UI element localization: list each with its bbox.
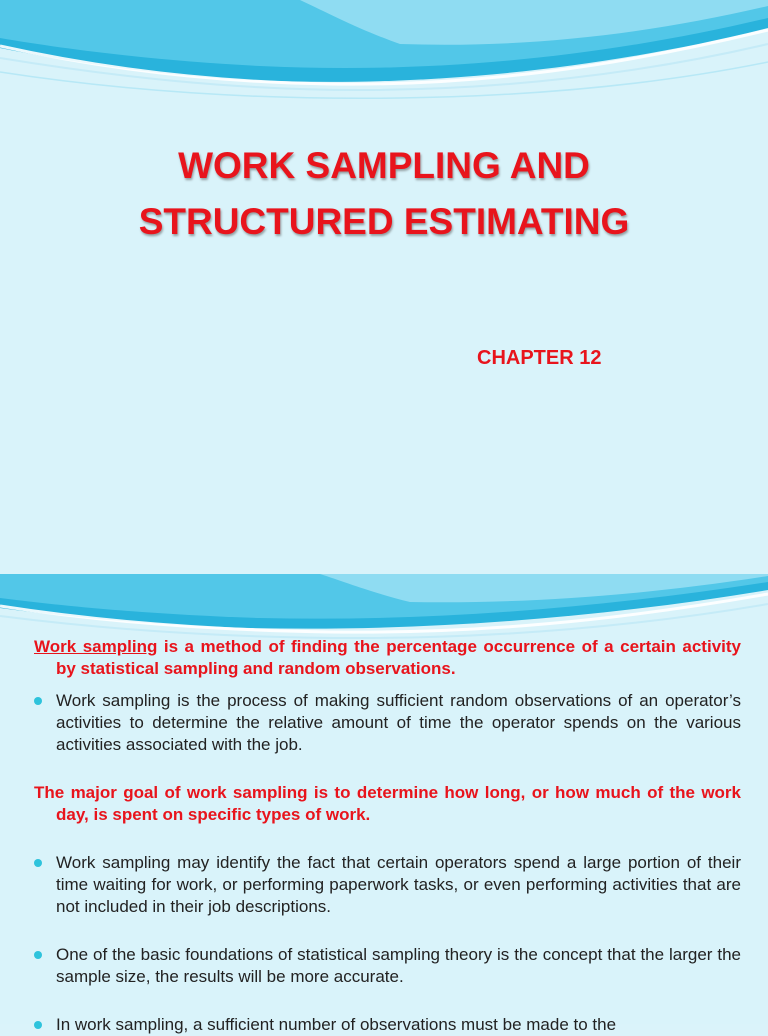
bullet-item-1 [34,690,741,756]
bullet-item-4 [34,1014,741,1036]
title-line-1: WORK SAMPLING AND [178,145,590,186]
title-line-2: STRUCTURED ESTIMATING [138,201,630,242]
bullet-dot-icon [34,1021,42,1029]
bullet-text-2: Work sampling may identify the fact that certain operators spend a large portion of their time waiting for work, or performing paperwork tasks, or even performing activities that are not included in their job descriptions. [56,853,741,916]
bullet-dot-icon [34,951,42,959]
bullet-text-1: Work sampling is the process of making sufficient random observations of an operator’s activities to determine the relative amount of time the operator spends on the various activities associated with the job. [56,691,741,754]
goal-paragraph: The major goal of work sampling is to determine how long, or how much of the work day, is spent on specific types of work. [34,783,741,824]
bullet-dot-icon [34,859,42,867]
chapter-label: CHAPTER 12 [477,347,602,369]
definition-term: Work sampling [34,637,158,656]
bullet-item-2 [34,852,741,918]
bullet-text-4: In work sampling, a sufficient number of observations must be made to the [56,1015,617,1034]
definition-text: is a method of finding the percentage occurrence of a certain activity by statistical sampling and random observations. [56,637,741,678]
slide-body [34,636,741,1036]
slide-title [0,138,768,250]
bullet-item-3 [34,944,741,988]
wave-header-decoration [0,0,768,110]
bullet-dot-icon [34,697,42,705]
bullet-text-3: One of the basic foundations of statistical sampling theory is the concept that the larger the sample size, the results will be more accurate. [56,945,741,986]
definition-paragraph [34,636,741,680]
content-slide [0,574,768,1034]
